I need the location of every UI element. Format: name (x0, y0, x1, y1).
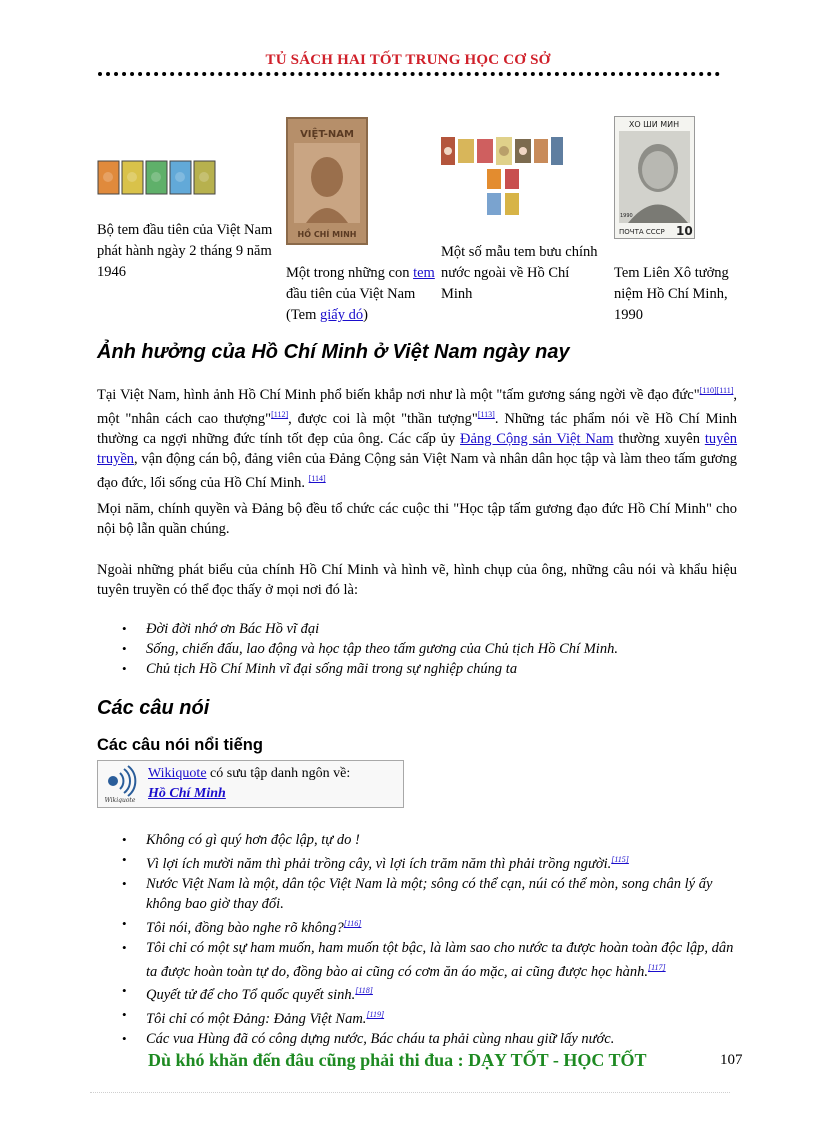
ref-111[interactable]: [111] (716, 386, 734, 395)
paragraph-text: . Những tác phẩm nói về Hồ Chí Minh thường ca ngợi những đức tính tốt đẹp của ông. Các cấp ủy (97, 410, 737, 447)
ref-119[interactable]: [119] (366, 1010, 385, 1020)
list-item (118, 1029, 740, 1049)
quote-text: Các vua Hùng đã có công dựng nước, Bác cháu ta phải cùng nhau giữ lấy nước. (146, 1031, 615, 1048)
quote-text: Tôi nói, đồng bào nghe rõ không? (146, 919, 344, 936)
list-item: • Chủ tịch Hồ Chí Minh vĩ đại sống mãi trong sự nghiệp chúng ta (118, 659, 738, 679)
ref-116[interactable]: [116] (343, 918, 362, 928)
paragraph-text: , một "nhân cách cao thượng" (97, 386, 737, 427)
wikiquote-text-line (148, 766, 350, 782)
quote-text: Không có gì quý hơn độc lập, tự do ! (146, 832, 360, 848)
caption-text: ) (363, 307, 368, 323)
link-wikiquote[interactable]: Wikiquote (148, 766, 207, 781)
paragraph-text: , được coi là một "thần tượng" (288, 410, 478, 427)
wikiquote-subject-line (148, 786, 226, 802)
soviet-stamp-value: 10 (676, 224, 693, 238)
soviet-stamp-image (614, 116, 695, 239)
influence-paragraph-1 (97, 381, 737, 492)
stamp-name-text: HỒ CHÍ MINH (297, 230, 357, 239)
soviet-stamp-name: ХО ШИ МИН (628, 120, 680, 129)
stamp-country-text: VIỆT-NAM (300, 129, 354, 140)
wikiquote-logo-text: Wikiquote (104, 797, 136, 803)
quote-text: Vì lợi ích mười năm thì phải trồng cây, vì lợi ích trăm năm thì phải trồng người. (146, 855, 612, 872)
section-heading-quotes: Các câu nói (97, 697, 210, 719)
link-dang-cong-san[interactable]: Đảng Cộng sản Việt Nam (460, 430, 614, 447)
ref-118[interactable]: [118] (355, 986, 373, 996)
quote-text: Nước Việt Nam là một, dân tộc Việt Nam là một; sông có thể cạn, núi có thể mòn, song chân lý ấy không bao giờ thay đổi. (146, 875, 713, 912)
foreign-stamps-image (441, 137, 563, 221)
footer-divider (90, 1092, 730, 1093)
first-stamps-image (97, 160, 219, 196)
ref-110[interactable]: [110] (699, 386, 717, 395)
ref-117[interactable]: [117] (648, 962, 666, 972)
figure-first-stamps-caption: Bộ tem đầu tiên của Việt Nam phát hành ngày 2 tháng 9 năm 1946 (97, 222, 273, 280)
figure-foreign-stamps (441, 137, 563, 221)
soviet-stamp-year: 1990 (620, 213, 633, 219)
influence-paragraph-2: Mọi năm, chính quyền và Đảng bộ đều tổ chức các cuộc thi "Học tập tấm gương đạo đức Hồ Chí Minh" cho nội bộ lẫn quần chúng. (97, 501, 737, 537)
link-tuyen-truyen[interactable]: tuyên truyền (97, 430, 738, 467)
page-number: 107 (720, 1052, 743, 1068)
quote-text: Tôi chỉ có một sự ham muốn, ham muốn tột bậc, là làm sao cho nước ta được hoàn toàn độc lập, dân ta được hoàn toàn tự do, đồng bào ai cũng có cơm ăn áo mặc, ai cũng được học hành. (146, 939, 734, 980)
footer-slogan: Dù khó khăn đến đâu cũng phải thi đua : DẠY TỐT - HỌC TỐT (148, 1050, 647, 1070)
figure-giay-do-stamp (286, 117, 368, 245)
figure-giay-do-caption (286, 263, 436, 326)
header-divider (98, 72, 720, 76)
caption-text: Một trong những con (286, 265, 410, 281)
ref-112[interactable]: [112] (271, 409, 289, 419)
soviet-stamp-country: ПОЧТА СССР (619, 228, 665, 236)
wikiquote-logo-icon (103, 765, 137, 803)
caption-text: đầu tiên của Việt Nam (Tem (286, 286, 416, 323)
list-item: • Đời đời nhớ ơn Bác Hồ vĩ đại (118, 619, 738, 639)
wikiquote-box (97, 760, 404, 808)
influence-paragraph-3: Ngoài những phát biểu của chính Hồ Chí Minh và hình vẽ, hình chụp của ông, những câu nói và khẩu hiệu tuyên truyền có thể đọc thấy ở mọi nơi đó là: (97, 562, 737, 598)
paragraph-text: , vận động cán bộ, đảng viên của Đảng Cộng sản Việt Nam và nhân dân học tập và làm theo tấm gương đạo đức, lối sống của Hồ Chí Minh. (97, 450, 737, 491)
ref-115[interactable]: [115] (611, 855, 629, 864)
paragraph-text: Tại Việt Nam, hình ảnh Hồ Chí Minh phổ biến khắp nơi như là một "tấm gương sáng ngời về đạo đức" (97, 386, 700, 403)
list-item (118, 938, 740, 982)
paragraph-text: thường xuyên (618, 430, 700, 447)
list-item (118, 981, 740, 1005)
link-ho-chi-minh-quotes[interactable]: Hồ Chí Minh (148, 786, 226, 801)
wikiquote-text: có sưu tập danh ngôn về: (210, 766, 351, 781)
link-tem[interactable]: tem (413, 265, 435, 281)
ref-113[interactable]: [113] (477, 409, 495, 419)
quote-text: Tôi chỉ có một Đảng: Đảng Việt Nam. (146, 1011, 367, 1028)
figure-foreign-stamps-caption: Một số mẫu tem bưu chính nước ngoài về Hồ Chí Minh (441, 244, 598, 302)
slogan-list (118, 619, 738, 679)
quote-text: Quyết tử để cho Tổ quốc quyết sinh. (146, 987, 356, 1004)
figure-soviet-stamp-caption: Tem Liên Xô tưởng niệm Hồ Chí Minh, 1990 (614, 265, 729, 323)
section-heading-influence: Ảnh hưởng của Hồ Chí Minh ở Việt Nam ngày nay (97, 341, 570, 363)
ref-114[interactable]: [114] (308, 473, 326, 483)
giay-do-stamp-image (286, 117, 368, 245)
list-item (118, 850, 740, 874)
list-item (118, 914, 740, 938)
list-item (118, 830, 740, 850)
link-giay-do[interactable]: giấy dó (320, 307, 364, 323)
subsection-heading-famous-quotes: Các câu nói nổi tiếng (97, 736, 263, 754)
page-header-title: TỦ SÁCH HAI TỐT TRUNG HỌC CƠ SỞ (265, 52, 551, 68)
figure-first-stamps (97, 160, 219, 196)
list-item (118, 874, 740, 914)
wikiquote-logo (103, 765, 137, 803)
figure-soviet-stamp (614, 116, 695, 239)
list-item: • Sống, chiến đấu, lao động và học tập theo tấm gương của Chủ tịch Hồ Chí Minh. (118, 639, 738, 659)
list-item (118, 1005, 740, 1029)
quote-list (118, 830, 740, 1049)
